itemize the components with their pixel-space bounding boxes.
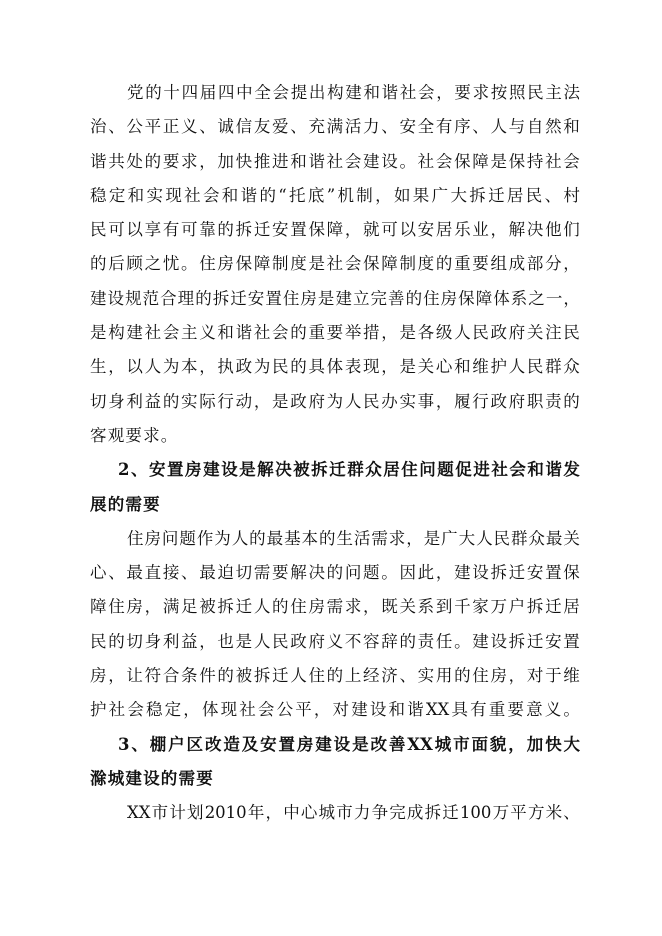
document-page: [90, 76, 580, 831]
paragraph-line: 住 房 问 题 作 为 人 的 最 基 本 的 生 活 需 求 ， 是 广 大 人 民 群 众 最 关: [127, 528, 580, 548]
paragraph-line: 切 身 利 益 的 实 际 行 动 ， 是 政 府 为 人 民 办 实 事 ， 履 行 政 府 职 责 的: [90, 391, 580, 411]
paragraph-line: 治 、 公 平 正 义 、 诚 信 友 爱 、 充 满 活 力 、 安 全 有 序 、 人 与 自 然 和: [90, 117, 580, 137]
section-heading-line: 3 、 棚 户 区 改 造 及 安 置 房 建 设 是 改 善 XX 城 市 面 貌 ， 加 快 大: [118, 734, 580, 754]
paragraph-line: 是 构 建 社 会 主 义 和 谐 社 会 的 重 要 举 措 ， 是 各 级 人 民 政 府 关 注 民: [90, 323, 580, 343]
paragraph-line: 民 的 切 身 利 益 ， 也 是 人 民 政 府 义 不 容 辞 的 责 任 。 建 设 拆 迁 安 置: [90, 631, 580, 651]
section-heading-line: 2 、 安 置 房 建 设 是 解 决 被 拆 迁 群 众 居 住 问 题 促 进 社 会 和 谐 发: [118, 460, 580, 480]
paragraph-line: 建 设 规 范 合 理 的 拆 迁 安 置 住 房 是 建 立 完 善 的 住 房 保 障 体 系 之 一 ，: [90, 288, 580, 308]
paragraph-line: 护 社 会 稳 定 ， 体 现 社 会 公 平 ， 对 建 设 和 谐 XX 具 有 重 要 意 义 。: [90, 700, 580, 720]
paragraph-line: 党 的 十 四 届 四 中 全 会 提 出 构 建 和 谐 社 会 ， 要 求 按 照 民 主 法: [127, 83, 580, 102]
section-heading-line: 滁城建设的需要: [90, 768, 214, 788]
paragraph-line: 的 后 顾 之 忧 。 住 房 保 障 制 度 是 社 会 保 障 制 度 的 重 要 组 成 部 分 ，: [90, 254, 580, 274]
paragraph-line: 房 ， 让 符 合 条 件 的 被 拆 迁 人 住 的 上 经 济 、 实 用 的 住 房 ， 对 于 维: [90, 666, 580, 686]
section-heading-line: 展的需要: [90, 494, 161, 514]
paragraph-line: 心 、 最 直 接 、 最 迫 切 需 要 解 决 的 问 题 。 因 此 ， 建 设 拆 迁 安 置 保: [90, 563, 580, 583]
paragraph-line: 生 ， 以 人 为 本 ， 执 政 为 民 的 具 体 表 现 ， 是 关 心 和 维 护 人 民 群 众: [90, 357, 580, 377]
paragraph-line: 谐 共 处 的 要 求 ， 加 快 推 进 和 谐 社 会 建 设 。 社 会 保 障 是 保 持 社 会: [90, 151, 580, 171]
paragraph-line: 民 可 以 享 有 可 靠 的 拆 迁 安 置 保 障 ， 就 可 以 安 居 乐 业 ， 解 决 他 们: [90, 220, 580, 240]
paragraph-line: XX 市 计 划 2010 年 ， 中 心 城 市 力 争 完 成 拆 迁 100 万 平 方 米 、: [127, 803, 580, 823]
paragraph-line: 障 住 房 ， 满 足 被 拆 迁 人 的 住 房 需 求 ， 既 关 系 到 千 家 万 户 拆 迁 居: [90, 597, 580, 617]
paragraph-line: 客观要求。: [90, 425, 179, 445]
paragraph-line: 稳 定 和 实 现 社 会 和 谐 的 “ 托 底 ” 机 制 ， 如 果 广 大 拆 迁 居 民 、 村: [90, 185, 580, 205]
